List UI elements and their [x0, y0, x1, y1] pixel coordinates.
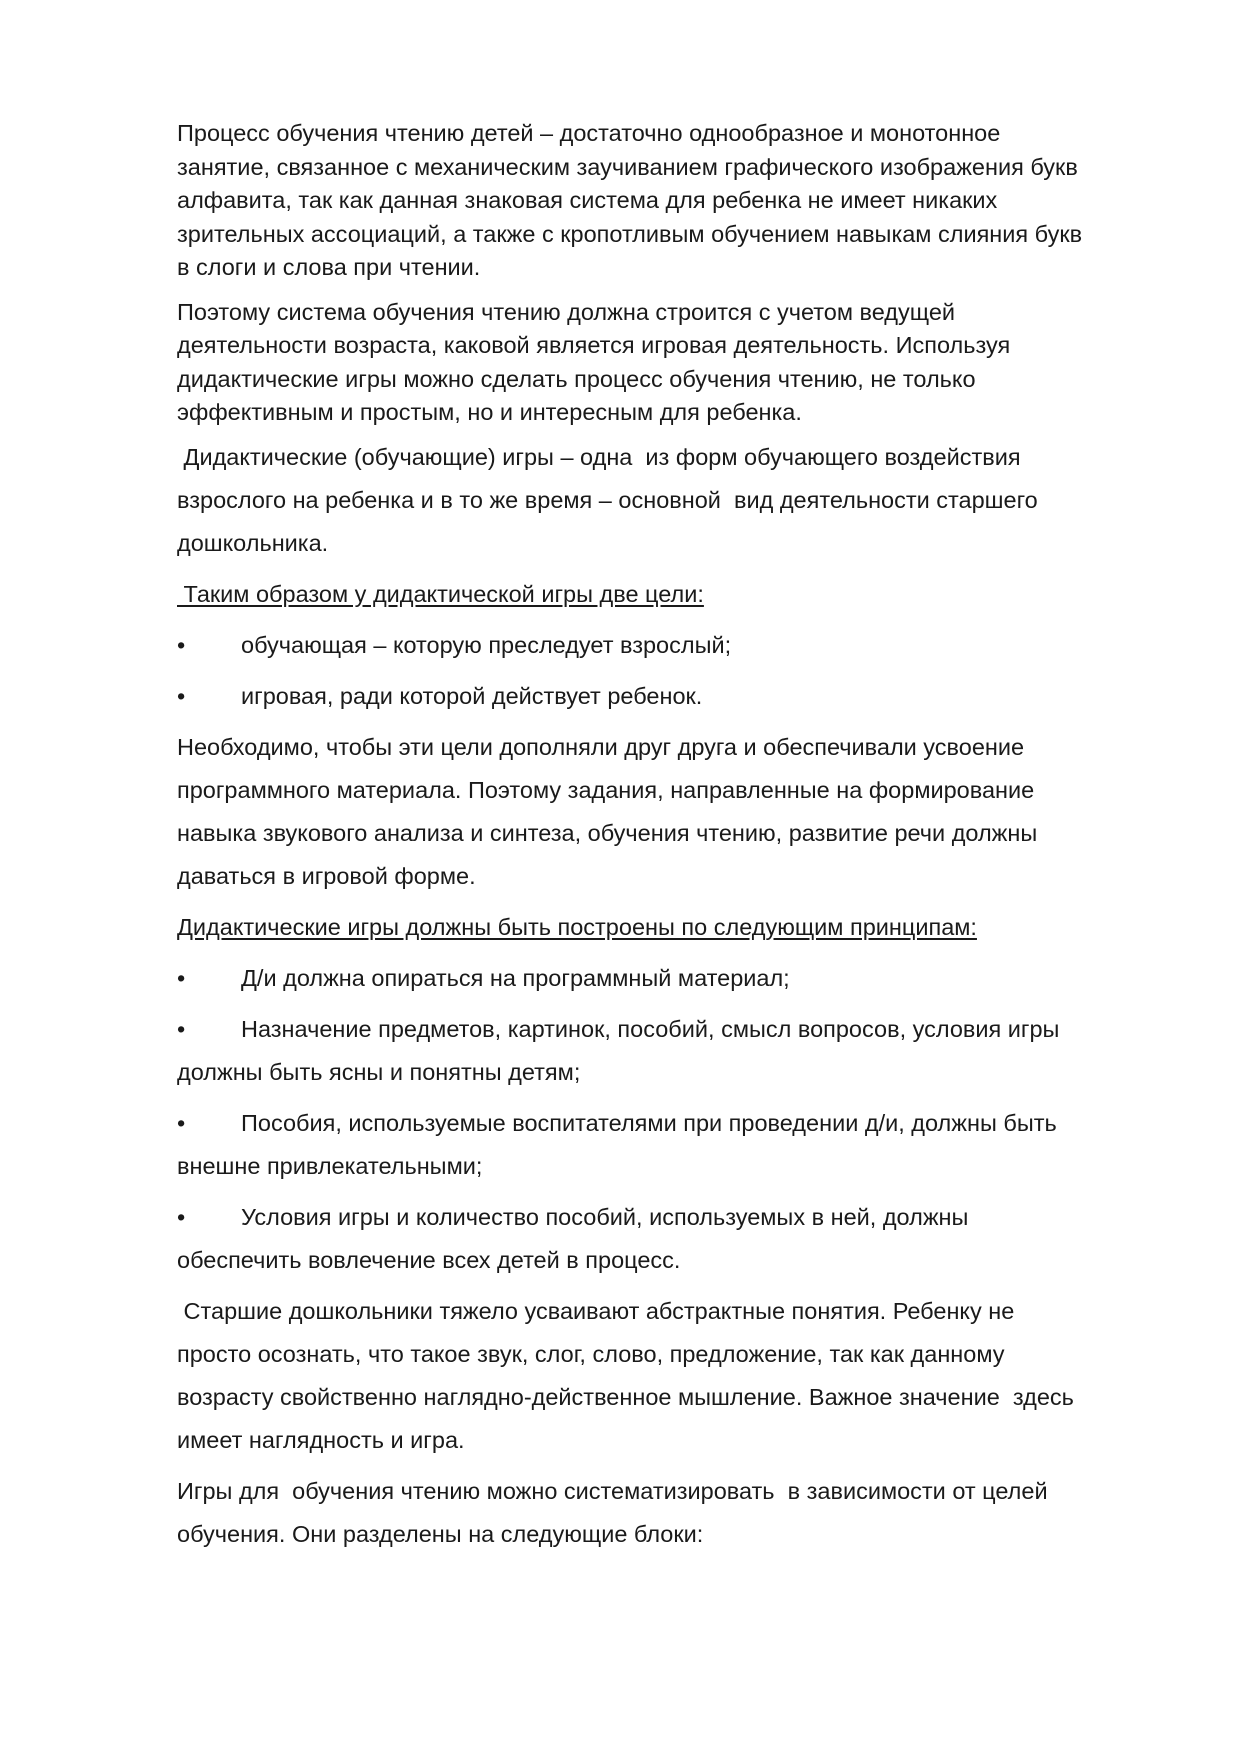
text-line: в слоги и слова при чтении.	[177, 254, 481, 280]
text-line: даваться в игровой форме.	[177, 862, 476, 889]
text-line: просто осознать, что такое звук, слог, слово, предложение, так как данному	[177, 1340, 1005, 1367]
principle-text: Д/и должна опираться на программный материал;	[241, 964, 790, 991]
list-item	[177, 1008, 1162, 1094]
principle-text: Пособия, используемые воспитателями при проведении д/и, должны быть	[241, 1109, 1057, 1136]
list-item	[177, 1196, 1162, 1282]
text-line: Игры для обучения чтению можно систематизировать в зависимости от целей	[177, 1477, 1048, 1504]
paragraph-abstract-concepts	[177, 1290, 1162, 1462]
bullet-icon: •	[177, 631, 186, 658]
text-line: Поэтому система обучения чтению должна строится с учетом ведущей	[177, 298, 956, 325]
text-line: Дидактические (обучающие) игры – одна из форм обучающего воздействия	[177, 443, 1021, 470]
paragraph-game-blocks	[177, 1470, 1162, 1556]
text-line: занятие, связанное с механическим заучиванием графического изображения букв	[177, 153, 1078, 180]
text-line: навыка звукового анализа и синтеза, обучения чтению, развитие речи должны	[177, 819, 1038, 846]
goal-text: обучающая – которую преследует взрослый;	[241, 631, 732, 658]
text-line: взрослого на ребенка и в то же время – основной вид деятельности старшего	[177, 486, 1038, 513]
principle-text-continued: должны быть ясны и понятны детям;	[177, 1058, 581, 1085]
text-line: дошкольника.	[177, 529, 329, 556]
list-item	[177, 1102, 1162, 1188]
text-line: программного материала. Поэтому задания, направленные на формирование	[177, 776, 1035, 803]
goals-heading: Таким образом у дидактической игры две цели:	[177, 580, 704, 607]
bullet-icon: •	[177, 964, 186, 991]
paragraph-intro	[177, 117, 1162, 285]
principle-text: Условия игры и количество пособий, используемых в ней, должны	[241, 1203, 969, 1230]
paragraph-goals-complement	[177, 726, 1162, 898]
text-line: Необходимо, чтобы эти цели дополняли друг друга и обеспечивали усвоение	[177, 733, 1025, 760]
bullet-icon: •	[177, 682, 186, 709]
list-item	[177, 675, 1162, 718]
text-line: алфавита, так как данная знаковая система для ребенка не имеет никаких	[177, 187, 998, 213]
text-line: эффективным и простым, но и интересным для ребенка.	[177, 399, 802, 425]
text-line: возрасту свойственно наглядно-действенное мышление. Важное значение здесь	[177, 1383, 1074, 1410]
text-line: обучения. Они разделены на следующие блоки:	[177, 1520, 704, 1547]
list-item	[177, 624, 1162, 667]
principles-heading: Дидактические игры должны быть построены по следующим принципам:	[177, 913, 977, 940]
bullet-icon: •	[177, 1015, 186, 1042]
text-line: дидактические игры можно сделать процесс обучения чтению, не только	[177, 365, 976, 392]
paragraph-didactic-games	[177, 436, 1162, 565]
text-line: деятельности возраста, каковой является игровая деятельность. Используя	[177, 332, 1011, 358]
text-line: зрительных ассоциаций, а также с кропотливым обучением навыкам слияния букв	[177, 220, 1083, 247]
text-line: Старшие дошкольники тяжело усваивают абстрактные понятия. Ребенку не	[177, 1297, 1015, 1324]
bullet-icon: •	[177, 1203, 186, 1230]
text-line: Процесс обучения чтению детей – достаточно однообразное и монотонное	[177, 120, 1001, 146]
text-line: имеет наглядность и игра.	[177, 1426, 465, 1453]
goal-text: игровая, ради которой действует ребенок.	[241, 682, 703, 709]
paragraph-system	[177, 296, 1162, 430]
bullet-icon: •	[177, 1109, 186, 1136]
principle-text-continued: обеспечить вовлечение всех детей в процесс.	[177, 1246, 681, 1273]
principle-text-continued: внешне привлекательными;	[177, 1152, 483, 1179]
principle-text: Назначение предметов, картинок, пособий, смысл вопросов, условия игры	[241, 1015, 1060, 1042]
document-body	[177, 117, 1162, 1556]
list-item	[177, 957, 1162, 1000]
